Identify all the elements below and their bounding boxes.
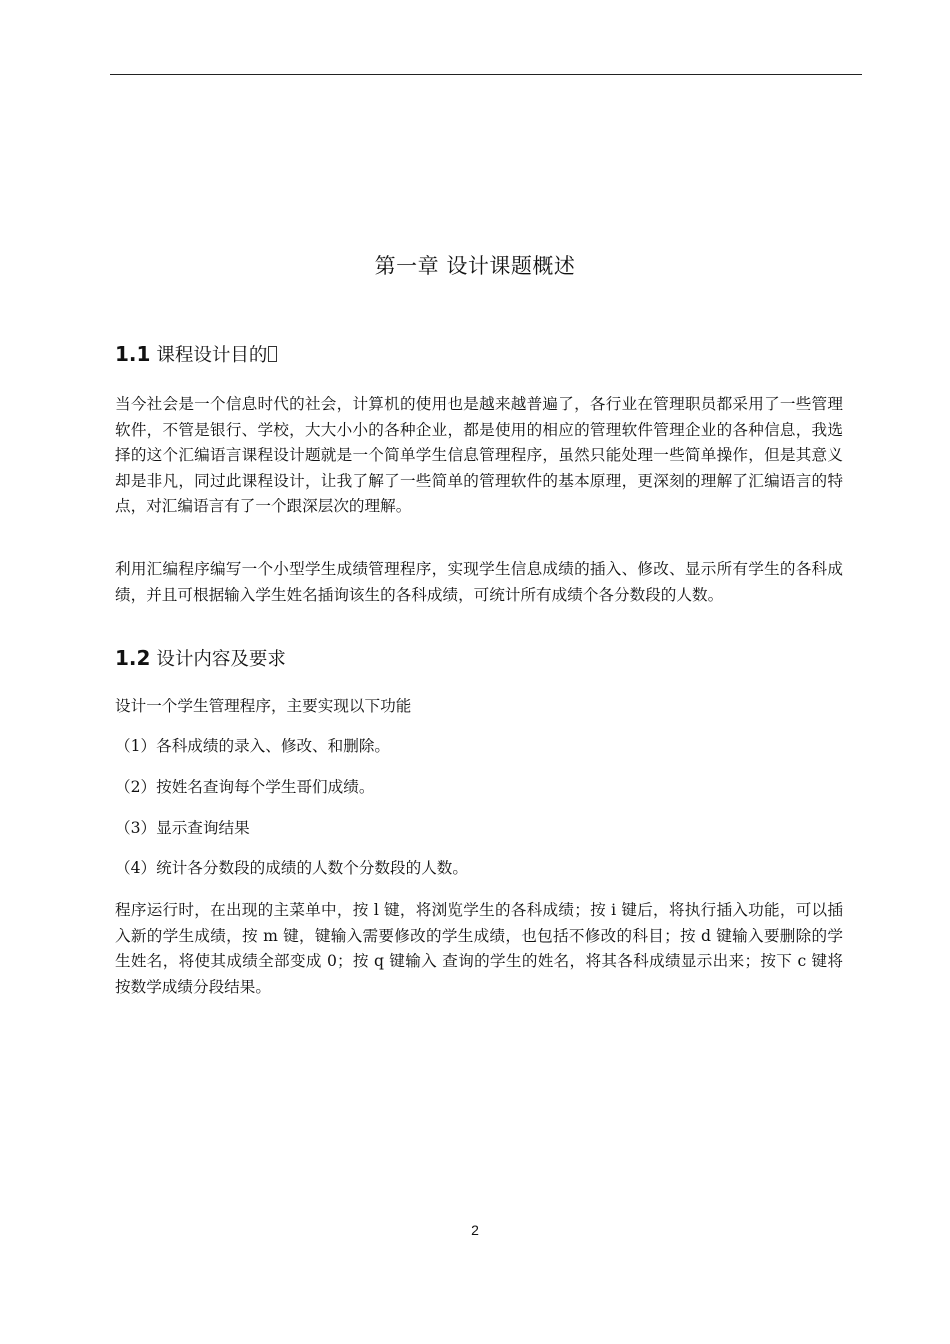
paragraph-purpose: 当今社会是一个信息时代的社会，计算机的使用也是越来越普遍了，各行业在管理职员都采用了一些管理软件，不管是银行、学校，大大小小的各种企业，都是使用的相应的管理软件管理企业的各种信息，我选择的这个汇编语言课程设计题就是一个简单学生信息管理程序，虽然只能处理一些简单操作，但是其意义却是非凡，同过此课程设计，让我了解了一些简单的管理软件的基本原理，更深刻的理解了汇编语言的特点，对汇编语言有了一个跟深层次的理解。 [115,395,843,515]
section-number: 1.2 [115,646,151,670]
page-number: 2 [471,1222,479,1238]
paragraph-description: 程序运行时，在出现的主菜单中，按 l 键，将浏览学生的各科成绩；按 i 键后，将执行插入功能，可以插入新的学生成绩，按 m 键，键输入需要修改的学生成绩，也包括不修改的科目；按 d 键输入要删除的学生姓名，将使其成绩全部变成 0；按 q 键输入 查询的学生的姓名，将其各科成绩显示出来；按下 c 键将按数学成绩分段结果。 [115,901,843,996]
paragraph-goal: 利用汇编程序编写一个小型学生成绩管理程序，实现学生信息成绩的插入、修改、显示所有学生的各科成绩，并且可根据输入学生姓名插询该生的各科成绩，可统计所有成绩个各分数段的人数。 [115,560,843,604]
header-rule [110,74,862,75]
missing-glyph-icon [268,346,277,362]
section-title: 课程设计目的 [156,345,268,366]
list-item: （4）统计各分数段的成绩的人数个分数段的人数。 [115,859,468,877]
section-heading-1-2 [115,644,286,674]
requirements-intro: 设计一个学生管理程序，主要实现以下功能 [115,697,412,715]
list-item: （3）显示查询结果 [115,819,250,837]
list-item: （2）按姓名查询每个学生哥们成绩。 [115,778,375,796]
chapter-title: 第一章 设计课题概述 [374,254,576,278]
section-number: 1.1 [115,342,151,366]
section-heading-1-1 [115,340,277,370]
section-title: 设计内容及要求 [156,649,286,670]
list-item: （1）各科成绩的录入、修改、和删除。 [115,737,391,755]
